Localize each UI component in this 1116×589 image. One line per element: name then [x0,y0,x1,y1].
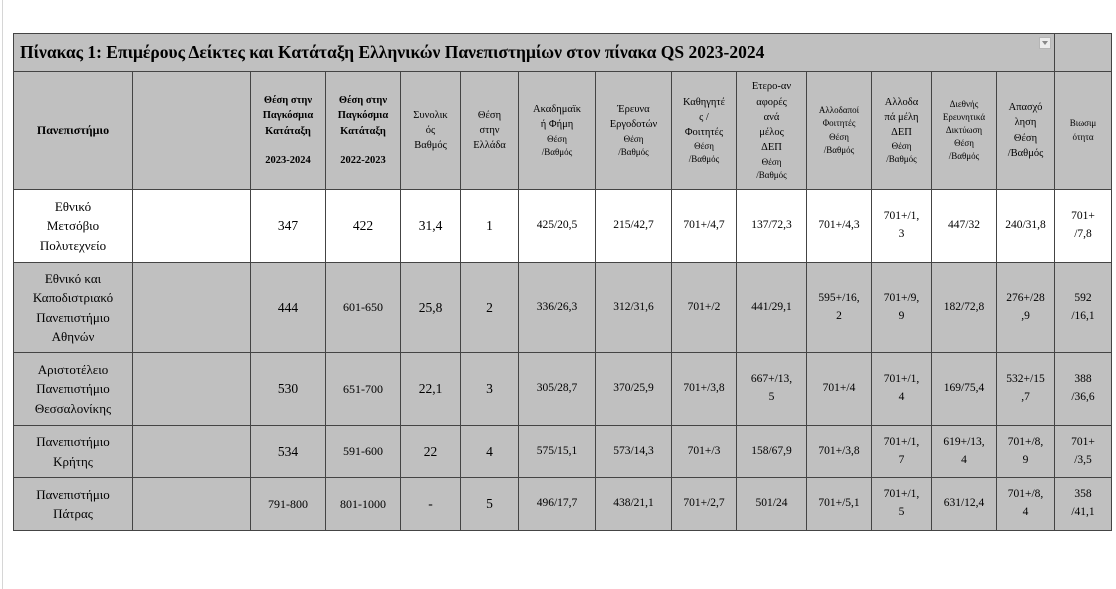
intl-students-cell [807,353,872,426]
metric-value: 158/67,9 [751,444,792,457]
total-score-cell: 22 [401,426,461,478]
university-name-line: Κρήτης [53,453,93,469]
rank-2024-cell: 534 [251,426,326,478]
header-subline: /Βαθμός [688,154,720,165]
metric-value: /7,8 [1074,228,1092,240]
header-subline: Διεθνής [949,98,979,109]
header-rank-2024 [251,72,326,190]
metric-value: 701+/3 [687,444,721,457]
employer-cell [596,353,672,426]
header-line: πά μέλη [884,111,919,123]
header-intl-faculty [872,72,932,190]
intl-students-cell [807,263,872,353]
header-greece [461,72,519,190]
table-row [14,426,1112,478]
rank-2024-cell: 444 [251,263,326,353]
metric-value: 425/20,5 [536,219,578,232]
metric-value: 2 [836,309,842,322]
header-faculty [672,72,737,190]
rank-2023-cell: 601-650 [326,263,401,353]
empty-cell [133,353,251,426]
metric-value: 631/12,4 [943,497,985,510]
intl-students-cell [807,426,872,478]
table-row [14,263,1112,353]
sustainability-cell [1055,263,1112,353]
metric-value: 240/31,8 [1005,219,1046,232]
academic-cell [519,353,596,426]
title-row-empty-cell [1055,34,1112,72]
metric-value: /16,1 [1071,309,1095,322]
header-blank [133,72,251,190]
metric-value: 447/32 [948,219,980,232]
intl-faculty-cell [872,190,932,263]
header-subline: Βιωσιμ [1069,118,1097,129]
header-subline: /Βαθμός [823,144,855,155]
metric-value: 701+/3,8 [818,444,860,457]
header-line: ή Φήμη [540,119,574,131]
header-subline: Θέση [694,141,714,152]
header-intl-students [807,72,872,190]
network-cell [932,426,997,478]
faculty-cell [672,426,737,478]
header-line: /Βαθμός [1007,147,1044,159]
sustainability-cell [1055,353,1112,426]
header-subline: Θέση [761,156,782,167]
header-subline: Δικτύωση [945,124,983,135]
header-line: Απασχό [1008,102,1043,114]
table-title: Πίνακας 1: Επιμέρους Δείκτες και Κατάταξη Ελληνικών Πανεπιστημίων στον πίνακα QS 2023-2024 [20,42,765,62]
metric-value: 701+/9, [883,291,920,304]
greece-rank-cell: 1 [461,190,519,263]
employer-cell [596,263,672,353]
rank-2023-cell: 422 [326,190,401,263]
faculty-cell [672,353,737,426]
employer-cell [596,478,672,531]
employer-cell [596,190,672,263]
metric-value: 276+/28 [1006,291,1045,304]
greece-rank-cell: 5 [461,478,519,531]
metric-value: 701+/8, [1007,435,1044,448]
academic-cell [519,478,596,531]
university-name-line: Αθηνών [51,329,95,344]
header-subline: Θέση [623,133,644,144]
table-title-cell [14,34,1055,72]
header-subline: /Βαθμός [541,146,573,157]
header-line: Αλλοδα [884,96,919,108]
header-subline: ότητα [1072,131,1094,142]
intl-faculty-cell [872,426,932,478]
empty-cell [133,263,251,353]
employer-cell [596,426,672,478]
metric-value: 619+/13, [943,435,985,448]
header-line: μέλος [759,127,784,139]
header-subline: /Βαθμός [756,169,787,180]
header-subline: Ερευνητικά [942,111,986,122]
rank-2024-cell: 791-800 [251,478,326,531]
table-row [14,190,1112,263]
university-name-line: Αριστοτέλειο [37,361,109,377]
header-subline: Θέση [954,138,974,149]
employment-cell [997,478,1055,531]
academic-cell [519,426,596,478]
header-line: Θέση στην [338,95,388,107]
header-subline: Αλλοδαποί [818,105,860,116]
header-employment [997,72,1055,190]
empty-cell [133,426,251,478]
metric-value: 595+/16, [818,291,860,304]
header-subline: Θέση [547,133,567,144]
sustainability-cell [1055,478,1112,531]
header-line: Θέση [1013,132,1038,144]
metric-value: ,7 [1021,391,1030,403]
metric-value: 388 [1074,373,1092,386]
header-line: Βαθμός [414,140,447,152]
metric-value: 438/21,1 [613,497,654,510]
header-line: Φοιτητές [684,127,724,139]
citations-cell [737,190,807,263]
header-subline: /Βαθμός [618,146,649,157]
greece-rank-cell: 2 [461,263,519,353]
header-line: Κατάταξη [340,125,386,137]
header-subline: /Βαθμός [886,154,917,165]
metric-value: 701+/1, [883,210,920,223]
university-name-line: Εθνικό και [44,270,102,286]
metric-value: 701+/4,7 [683,219,725,232]
employment-cell [997,263,1055,353]
faculty-cell [672,263,737,353]
rank-2023-cell: 801-1000 [326,478,401,531]
metric-value: 305/28,7 [536,382,578,395]
header-line: ΔΕΠ [891,127,912,139]
metric-value: 701+/3,8 [683,382,725,395]
metric-value: 592 [1074,291,1092,304]
metric-value: 358 [1074,488,1092,501]
page-left-rule [2,0,3,589]
header-line: Συνολικ [413,109,448,121]
header-line: ός [425,124,436,136]
faculty-cell [672,190,737,263]
table-row [14,353,1112,426]
intl-students-cell [807,190,872,263]
university-name-cell [14,353,133,426]
intl-faculty-cell [872,353,932,426]
title-row [14,34,1112,72]
header-line: ΔΕΠ [761,142,782,154]
header-total [401,72,461,190]
citations-cell [737,263,807,353]
header-sustainability [1055,72,1112,190]
citations-cell [737,478,807,531]
header-academic [519,72,596,190]
network-cell [932,353,997,426]
metric-value: 4 [961,453,967,466]
header-line: Ελλάδα [473,140,506,152]
metric-value: 4 [1022,506,1029,518]
total-score-cell: - [401,478,461,531]
dropdown-arrow-icon[interactable] [1039,37,1051,49]
employment-cell [997,190,1055,263]
metric-value: 312/31,6 [613,300,654,313]
metric-value: 701+/1, [883,488,920,501]
metric-value: 573/14,3 [613,444,654,457]
total-score-cell: 25,8 [401,263,461,353]
university-name-cell [14,426,133,478]
network-cell [932,190,997,263]
header-line: Καθηγητέ [683,96,725,108]
employment-cell [997,426,1055,478]
metric-value: 701+/2,7 [683,497,725,510]
intl-faculty-cell [872,478,932,531]
header-line: Εργοδοτών [609,119,658,131]
university-name-cell [14,190,133,263]
university-name-line: Πάτρας [53,506,93,521]
intl-faculty-cell [872,263,932,353]
header-line: Παγκόσμια [337,110,389,122]
header-line: Θέση στην [263,95,313,107]
header-line: Έρευνα [617,104,650,116]
rank-2024-cell: 347 [251,190,326,263]
header-line: ανά [763,111,780,123]
header-row [14,72,1112,190]
metric-value: 4 [898,391,905,403]
header-line: ληση [1014,117,1037,129]
metric-value: 701+/1, [883,373,920,386]
metric-value: 336/26,3 [536,300,578,313]
header-line: Θέση [477,109,502,121]
table-row [14,478,1112,531]
rank-2023-cell: 591-600 [326,426,401,478]
citations-cell [737,353,807,426]
header-employer [596,72,672,190]
header-line: Ακαδημαϊκ [533,104,581,116]
metric-value: 9 [898,309,905,322]
university-name-cell [14,263,133,353]
metric-value: 701+ [1071,435,1095,448]
qs-ranking-table [13,33,1112,531]
metric-value: 3 [898,228,905,240]
metric-value: 701+/1, [883,435,920,448]
metric-value: /36,6 [1071,391,1095,403]
metric-value: 701+/5,1 [818,497,860,510]
header-university [14,72,133,190]
header-subline: Θέση [891,141,912,152]
employment-cell [997,353,1055,426]
total-score-cell: 22,1 [401,353,461,426]
university-name-line: Καποδιστριακό [32,290,114,305]
header-line: Κατάταξη [265,125,311,137]
metric-value: ,9 [1021,309,1030,322]
metric-value: 169/75,4 [943,382,985,395]
metric-value: 5 [768,391,775,403]
metric-value: 667+/13, [750,373,793,386]
university-name-line: Εθνικό [54,198,92,214]
metric-value: /41,1 [1071,506,1095,518]
header-citations [737,72,807,190]
metric-value: 701+/4 [822,382,856,395]
header-rank-2023 [326,72,401,190]
metric-value: 441/29,1 [751,300,792,313]
university-name-line: Πανεπιστήμιο [36,309,110,325]
university-name-cell [14,478,133,531]
empty-cell [133,478,251,531]
metric-value: 701+/8, [1007,488,1044,501]
header-subline: Φοιτητές [822,118,856,129]
header-line: αφορές [756,96,787,108]
metric-value: 496/17,7 [536,497,578,510]
network-cell [932,263,997,353]
header-line: ς / [699,111,709,123]
metric-value: 137/72,3 [751,219,792,232]
metric-value: 532+/15 [1006,373,1045,386]
header-year: 2023-2024 [265,154,311,166]
header-line: στην [479,124,500,136]
academic-cell [519,263,596,353]
university-name-line: Πανεπιστήμιο [36,486,110,502]
header-line: Ετερο-αν [751,81,792,93]
metric-value: 501/24 [755,497,788,510]
rank-2024-cell: 530 [251,353,326,426]
metric-value: 9 [1022,453,1029,466]
citations-cell [737,426,807,478]
network-cell [932,478,997,531]
metric-value: 7 [898,453,905,466]
total-score-cell: 31,4 [401,190,461,263]
academic-cell [519,190,596,263]
metric-value: 370/25,9 [613,382,654,395]
metric-value: 5 [898,506,905,518]
metric-value: 701+/4,3 [818,219,860,232]
greece-rank-cell: 4 [461,426,519,478]
metric-value: 701+ [1071,210,1095,223]
faculty-cell [672,478,737,531]
header-line: Παγκόσμια [262,110,314,122]
university-name-line: Πολυτεχνείο [39,237,107,253]
sustainability-cell [1055,426,1112,478]
metric-value: /3,5 [1074,453,1092,466]
header-year: 2022-2023 [340,154,386,166]
university-name-line: Πανεπιστήμιο [36,381,110,397]
metric-value: 215/42,7 [613,219,654,232]
header-subline: /Βαθμός [948,151,980,162]
university-name-line: Πανεπιστήμιο [36,434,110,449]
university-name-line: Μετσόβιο [46,218,100,234]
empty-cell [133,190,251,263]
metric-value: 182/72,8 [943,300,985,313]
header-subline: Θέση [829,131,849,142]
rank-2023-cell: 651-700 [326,353,401,426]
metric-value: 701+/2 [687,300,721,313]
sustainability-cell [1055,190,1112,263]
greece-rank-cell: 3 [461,353,519,426]
header-network [932,72,997,190]
university-name-line: Θεσσαλονίκης [34,400,112,416]
metric-value: 575/15,1 [536,444,578,457]
header-label: Πανεπιστήμιο [36,122,110,137]
intl-students-cell [807,478,872,531]
